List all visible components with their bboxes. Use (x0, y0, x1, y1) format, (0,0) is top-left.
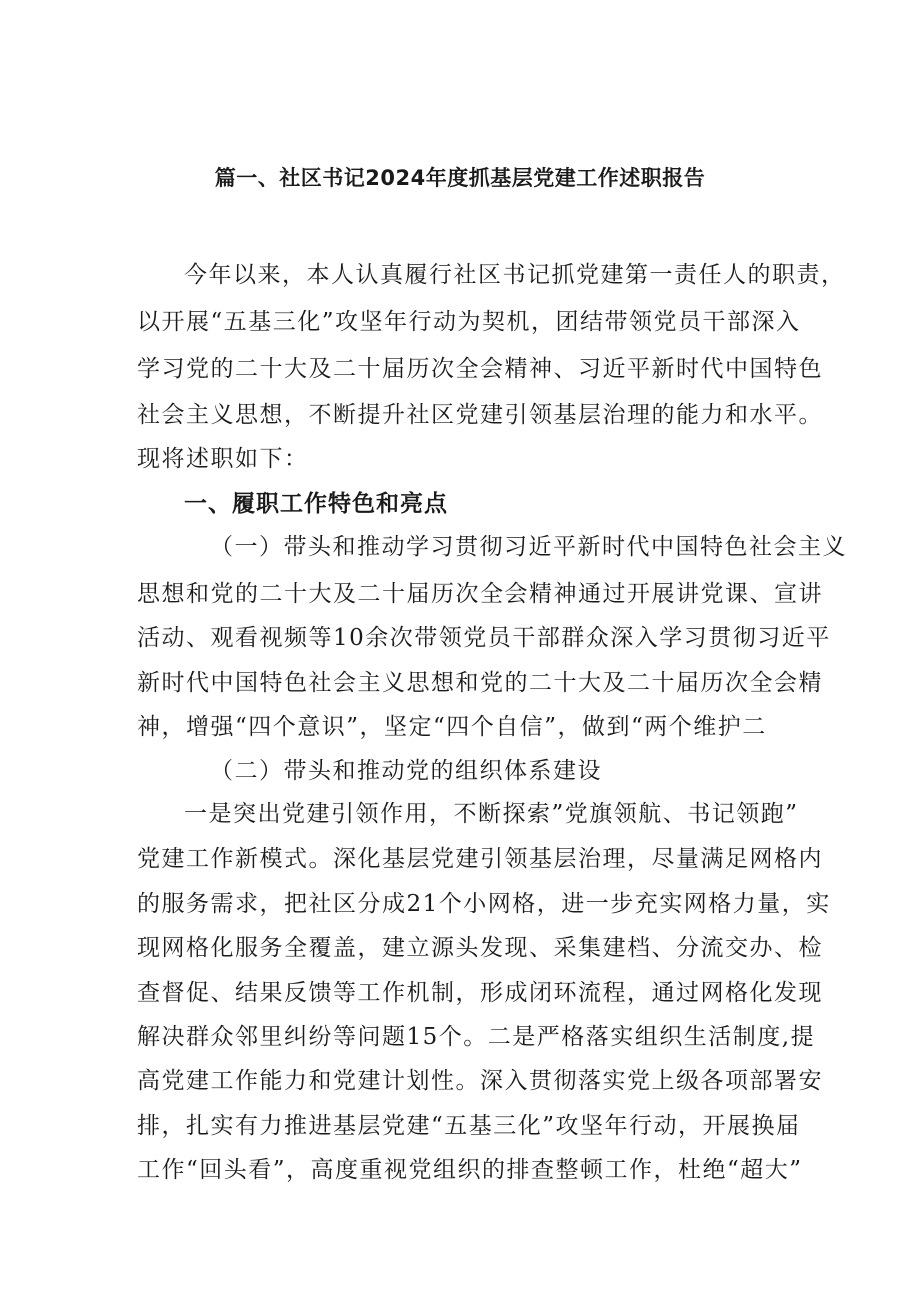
paragraph-line: 现网格化服务全覆盖，建立源头发现、采集建档、分流交办、检 (137, 935, 823, 961)
paragraph-line: 社会主义思想，不断提升社区党建引领基层治理的能力和水平。 (137, 402, 823, 428)
document-title: 篇一、社区书记2024年度抓基层党建工作述职报告 (214, 166, 706, 190)
paragraph-line: 以开展“五基三化”攻坚年行动为契机，团结带领党员干部深入 (137, 309, 801, 335)
paragraph-line: 新时代中国特色社会主义思想和党的二十大及二十届历次全会精 (137, 670, 823, 696)
paragraph-line: 高党建工作能力和党建计划性。深入贯彻落实党上级各项部署安 (137, 1068, 823, 1094)
paragraph-line: 排，扎实有力推进基层党建“五基三化”攻坚年行动，开展换届 (137, 1113, 801, 1139)
paragraph-line: 党建工作新模式。深化基层党建引领基层治理，尽量满足网格内 (137, 846, 823, 872)
paragraph-line: 活动、观看视频等10余次带领党员干部群众深入学习贯彻习近平 (137, 625, 831, 651)
subsection-line: （一）带头和推动学习贯彻习近平新时代中国特色社会主义 (210, 534, 847, 560)
section-heading: 一、履职工作特色和亮点 (184, 491, 448, 517)
paragraph-line: 今年以来，本人认真履行社区书记抓党建第一责任人的职责， (184, 262, 846, 288)
paragraph-line: 查督促、结果反馈等工作机制，形成闭环流程，通过网格化发现 (137, 980, 823, 1006)
paragraph-line: 一是突出党建引领作用，不断探索”党旗领航、书记领跑” (184, 801, 799, 827)
paragraph-line: 神，增强“四个意识”，坚定“四个自信”，做到“两个维护二 (137, 714, 767, 740)
paragraph-line: 的服务需求，把社区分成21个小网格，进一步充实网格力量，实 (137, 891, 831, 917)
paragraph-line: 解决群众邻里纠纷等问题15个。二是严格落实组织生活制度,提 (137, 1024, 816, 1050)
paragraph-line: 现将述职如下： (137, 446, 309, 472)
paragraph-line: 思想和党的二十大及二十届历次全会精神通过开展讲党课、宣讲 (137, 581, 823, 607)
subsection-heading: （二）带头和推动党的组织体系建设 (210, 758, 602, 784)
paragraph-line: 学习党的二十大及二十届历次全会精神、习近平新时代中国特色 (137, 356, 823, 382)
paragraph-line: 工作“回头看”，高度重视党组织的排查整顿工作，杜绝“超大” (137, 1157, 803, 1183)
